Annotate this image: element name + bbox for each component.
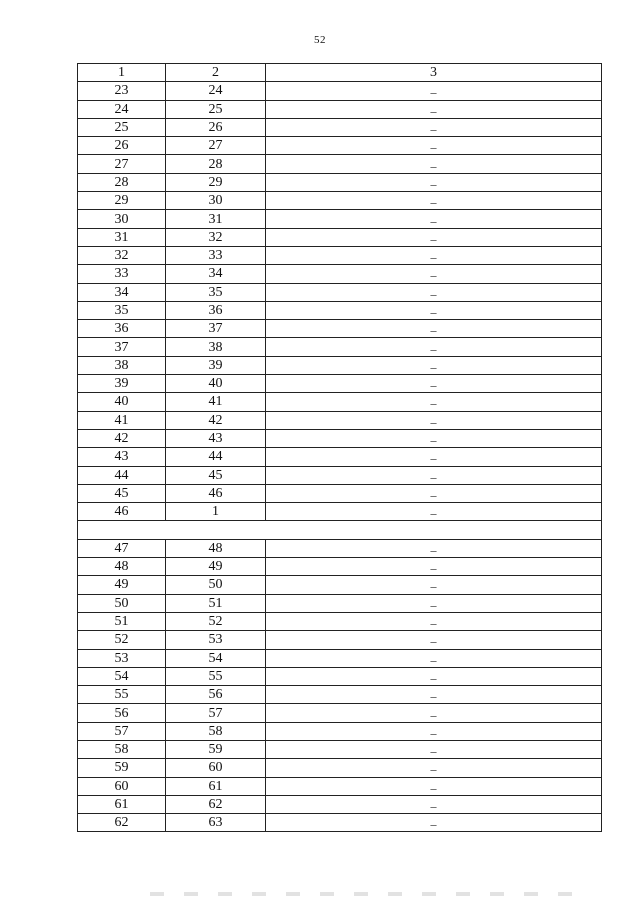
table-row bbox=[78, 539, 602, 557]
table-body bbox=[78, 64, 602, 832]
table-cell-col-2: 42 bbox=[166, 411, 266, 429]
dash-mark: – bbox=[430, 85, 437, 100]
table-cell-col-2: 57 bbox=[166, 704, 266, 722]
table-row bbox=[78, 265, 602, 283]
table-cell-col-1: 41 bbox=[78, 411, 166, 429]
table-cell-col-3 bbox=[266, 704, 602, 722]
table-cell-col-3 bbox=[266, 558, 602, 576]
table-cell-col-1: 25 bbox=[78, 118, 166, 136]
table-row bbox=[78, 722, 602, 740]
table-row bbox=[78, 137, 602, 155]
dash-mark: – bbox=[430, 158, 437, 173]
table-cell-col-2: 24 bbox=[166, 82, 266, 100]
table-cell-col-1: 61 bbox=[78, 795, 166, 813]
table-header-row bbox=[78, 64, 602, 82]
table-cell-col-3 bbox=[266, 466, 602, 484]
table-row bbox=[78, 429, 602, 447]
table-cell-col-3 bbox=[266, 667, 602, 685]
table-row bbox=[78, 814, 602, 832]
table-cell-col-2: 26 bbox=[166, 118, 266, 136]
table-cell-col-1: 31 bbox=[78, 228, 166, 246]
table-cell-col-2: 27 bbox=[166, 137, 266, 155]
table-row bbox=[78, 466, 602, 484]
dash-mark: – bbox=[430, 707, 437, 722]
table-cell-col-2: 43 bbox=[166, 429, 266, 447]
table-cell-col-1: 46 bbox=[78, 503, 166, 521]
table-cell-col-2: 25 bbox=[166, 100, 266, 118]
dash-mark: – bbox=[430, 122, 437, 137]
table-cell-col-3 bbox=[266, 631, 602, 649]
table-cell-col-1: 55 bbox=[78, 686, 166, 704]
table-cell-col-1: 51 bbox=[78, 612, 166, 630]
table-row bbox=[78, 118, 602, 136]
dash-mark: – bbox=[430, 359, 437, 374]
header-cell-1: 1 bbox=[78, 64, 166, 82]
table-cell-col-1: 30 bbox=[78, 210, 166, 228]
table-row bbox=[78, 393, 602, 411]
header-cell-3: 3 bbox=[266, 64, 602, 82]
table-cell-col-1: 59 bbox=[78, 759, 166, 777]
table-row bbox=[78, 631, 602, 649]
table-cell-col-2: 62 bbox=[166, 795, 266, 813]
table-cell-col-2: 30 bbox=[166, 192, 266, 210]
dash-mark: – bbox=[430, 634, 437, 649]
table-cell-col-2: 46 bbox=[166, 484, 266, 502]
table-cell-col-3 bbox=[266, 137, 602, 155]
table-cell-col-3 bbox=[266, 283, 602, 301]
table-cell-col-3 bbox=[266, 82, 602, 100]
table-cell-col-3 bbox=[266, 429, 602, 447]
table-cell-col-3 bbox=[266, 210, 602, 228]
table-cell-col-1: 49 bbox=[78, 576, 166, 594]
table-cell-col-1: 58 bbox=[78, 740, 166, 758]
table-cell-col-1: 44 bbox=[78, 466, 166, 484]
dash-mark: – bbox=[430, 542, 437, 557]
table-cell-col-2: 52 bbox=[166, 612, 266, 630]
table-row bbox=[78, 173, 602, 191]
table-cell-col-3 bbox=[266, 192, 602, 210]
dash-mark: – bbox=[430, 487, 437, 502]
dash-mark: – bbox=[430, 231, 437, 246]
table-cell-col-3 bbox=[266, 411, 602, 429]
table-cell-col-2: 29 bbox=[166, 173, 266, 191]
dash-mark: – bbox=[430, 341, 437, 356]
table-cell-col-3 bbox=[266, 777, 602, 795]
dash-mark: – bbox=[430, 670, 437, 685]
table-cell-col-1: 24 bbox=[78, 100, 166, 118]
dash-mark: – bbox=[430, 213, 437, 228]
table-cell-col-3 bbox=[266, 594, 602, 612]
table-cell-col-2: 39 bbox=[166, 356, 266, 374]
table-cell-col-2: 58 bbox=[166, 722, 266, 740]
table-row bbox=[78, 576, 602, 594]
table-row bbox=[78, 558, 602, 576]
table-row bbox=[78, 210, 602, 228]
table-cell-col-1: 33 bbox=[78, 265, 166, 283]
table-cell-col-2: 50 bbox=[166, 576, 266, 594]
table-row bbox=[78, 192, 602, 210]
table-cell-col-3 bbox=[266, 301, 602, 319]
dash-mark: – bbox=[430, 250, 437, 265]
dash-mark: – bbox=[430, 103, 437, 118]
table-cell-col-2: 34 bbox=[166, 265, 266, 283]
table-cell-col-2: 31 bbox=[166, 210, 266, 228]
table-cell-col-3 bbox=[266, 228, 602, 246]
table-cell-col-1: 53 bbox=[78, 649, 166, 667]
table-cell-col-3 bbox=[266, 503, 602, 521]
table-cell-col-2: 1 bbox=[166, 503, 266, 521]
table-cell-col-1: 57 bbox=[78, 722, 166, 740]
page-number: 52 bbox=[314, 34, 326, 46]
table-row bbox=[78, 484, 602, 502]
table-cell-col-2: 55 bbox=[166, 667, 266, 685]
table-cell-col-2: 41 bbox=[166, 393, 266, 411]
dash-mark: – bbox=[430, 176, 437, 191]
table-row bbox=[78, 594, 602, 612]
table-cell-col-3 bbox=[266, 576, 602, 594]
table-cell-col-1: 23 bbox=[78, 82, 166, 100]
dash-mark: – bbox=[430, 140, 437, 155]
table-cell-col-1: 32 bbox=[78, 246, 166, 264]
table-cell-col-1: 45 bbox=[78, 484, 166, 502]
dash-mark: – bbox=[430, 378, 437, 393]
dash-mark: – bbox=[430, 433, 437, 448]
table-cell-col-1: 29 bbox=[78, 192, 166, 210]
table-cell-col-3 bbox=[266, 118, 602, 136]
dash-mark: – bbox=[430, 561, 437, 576]
table-row bbox=[78, 100, 602, 118]
dash-mark: – bbox=[430, 469, 437, 484]
table-cell-col-1: 38 bbox=[78, 356, 166, 374]
table-cell-col-1: 54 bbox=[78, 667, 166, 685]
table-cell-col-3 bbox=[266, 356, 602, 374]
dash-mark: – bbox=[430, 195, 437, 210]
table-cell-col-3 bbox=[266, 100, 602, 118]
table-cell-col-2: 60 bbox=[166, 759, 266, 777]
dash-mark: – bbox=[430, 451, 437, 466]
table-row bbox=[78, 667, 602, 685]
table-cell-col-3 bbox=[266, 393, 602, 411]
group-separator-row bbox=[78, 521, 602, 539]
table-cell-col-1: 42 bbox=[78, 429, 166, 447]
table-cell-col-2: 54 bbox=[166, 649, 266, 667]
table-cell-col-2: 40 bbox=[166, 375, 266, 393]
header-cell-2: 2 bbox=[166, 64, 266, 82]
table-row bbox=[78, 246, 602, 264]
table-cell-col-3 bbox=[266, 759, 602, 777]
table-cell-col-1: 48 bbox=[78, 558, 166, 576]
table-row bbox=[78, 686, 602, 704]
table-cell-col-2: 56 bbox=[166, 686, 266, 704]
table-cell-col-2: 37 bbox=[166, 320, 266, 338]
table-cell-col-3 bbox=[266, 173, 602, 191]
table-cell-col-1: 39 bbox=[78, 375, 166, 393]
dash-mark: – bbox=[430, 597, 437, 612]
table-row bbox=[78, 320, 602, 338]
table-row bbox=[78, 228, 602, 246]
dash-mark: – bbox=[430, 762, 437, 777]
table-cell-col-3 bbox=[266, 740, 602, 758]
table-row bbox=[78, 155, 602, 173]
table-cell-col-3 bbox=[266, 722, 602, 740]
dash-mark: – bbox=[430, 799, 437, 814]
table-cell-col-1: 56 bbox=[78, 704, 166, 722]
table-row bbox=[78, 411, 602, 429]
table-cell-col-1: 36 bbox=[78, 320, 166, 338]
table-cell-col-2: 35 bbox=[166, 283, 266, 301]
table-cell-col-3 bbox=[266, 246, 602, 264]
table-cell-col-1: 34 bbox=[78, 283, 166, 301]
dash-mark: – bbox=[430, 744, 437, 759]
table-cell-col-2: 51 bbox=[166, 594, 266, 612]
table-cell-col-2: 38 bbox=[166, 338, 266, 356]
table-cell-col-1: 35 bbox=[78, 301, 166, 319]
dash-mark: – bbox=[430, 506, 437, 521]
table-cell-col-3 bbox=[266, 795, 602, 813]
table-cell-col-3 bbox=[266, 649, 602, 667]
table-cell-col-1: 52 bbox=[78, 631, 166, 649]
table-cell-col-2: 44 bbox=[166, 448, 266, 466]
table-cell-col-1: 37 bbox=[78, 338, 166, 356]
dash-mark: – bbox=[430, 579, 437, 594]
table-cell-col-2: 53 bbox=[166, 631, 266, 649]
dash-mark: – bbox=[430, 725, 437, 740]
table-cell-col-1: 62 bbox=[78, 814, 166, 832]
table-cell-col-1: 47 bbox=[78, 539, 166, 557]
table-cell-col-3 bbox=[266, 338, 602, 356]
table-row bbox=[78, 795, 602, 813]
dash-mark: – bbox=[430, 268, 437, 283]
table-row bbox=[78, 704, 602, 722]
table-row bbox=[78, 777, 602, 795]
table-cell-col-2: 49 bbox=[166, 558, 266, 576]
table-cell-col-1: 50 bbox=[78, 594, 166, 612]
table-row bbox=[78, 612, 602, 630]
dash-mark: – bbox=[430, 652, 437, 667]
table-cell-col-2: 48 bbox=[166, 539, 266, 557]
table-cell-col-1: 40 bbox=[78, 393, 166, 411]
dash-mark: – bbox=[430, 323, 437, 338]
table-cell-col-1: 60 bbox=[78, 777, 166, 795]
table-cell-col-3 bbox=[266, 484, 602, 502]
scan-artifact bbox=[150, 892, 590, 896]
dash-mark: – bbox=[430, 286, 437, 301]
table-row bbox=[78, 301, 602, 319]
table-row bbox=[78, 759, 602, 777]
table-cell-col-3 bbox=[266, 612, 602, 630]
table-row bbox=[78, 82, 602, 100]
table-cell-col-2: 59 bbox=[166, 740, 266, 758]
dash-mark: – bbox=[430, 396, 437, 411]
table-row bbox=[78, 375, 602, 393]
dash-mark: – bbox=[430, 817, 437, 832]
table-cell-col-3 bbox=[266, 375, 602, 393]
table-cell-col-1: 43 bbox=[78, 448, 166, 466]
table-cell-col-2: 45 bbox=[166, 466, 266, 484]
table-row bbox=[78, 448, 602, 466]
dash-mark: – bbox=[430, 780, 437, 795]
table-row bbox=[78, 740, 602, 758]
table-cell-col-2: 63 bbox=[166, 814, 266, 832]
table-cell-col-2: 32 bbox=[166, 228, 266, 246]
table-row bbox=[78, 283, 602, 301]
table-cell-col-3 bbox=[266, 448, 602, 466]
table-cell-col-2: 33 bbox=[166, 246, 266, 264]
table-cell-col-3 bbox=[266, 686, 602, 704]
table-cell-col-1: 28 bbox=[78, 173, 166, 191]
table-cell-col-1: 27 bbox=[78, 155, 166, 173]
table-cell-col-3 bbox=[266, 320, 602, 338]
table-cell-col-2: 36 bbox=[166, 301, 266, 319]
table-cell-col-2: 28 bbox=[166, 155, 266, 173]
group-separator-cell bbox=[78, 521, 602, 539]
table-row bbox=[78, 649, 602, 667]
table-cell-col-3 bbox=[266, 155, 602, 173]
dash-mark: – bbox=[430, 305, 437, 319]
table-cell-col-3 bbox=[266, 265, 602, 283]
table-cell-col-1: 26 bbox=[78, 137, 166, 155]
data-table bbox=[77, 63, 602, 832]
dash-mark: – bbox=[430, 616, 437, 631]
dash-mark: – bbox=[430, 689, 437, 704]
dash-mark: – bbox=[430, 414, 437, 429]
table-row bbox=[78, 503, 602, 521]
table-cell-col-3 bbox=[266, 539, 602, 557]
table-cell-col-2: 61 bbox=[166, 777, 266, 795]
table-row bbox=[78, 356, 602, 374]
table-cell-col-3 bbox=[266, 814, 602, 832]
table-row bbox=[78, 338, 602, 356]
